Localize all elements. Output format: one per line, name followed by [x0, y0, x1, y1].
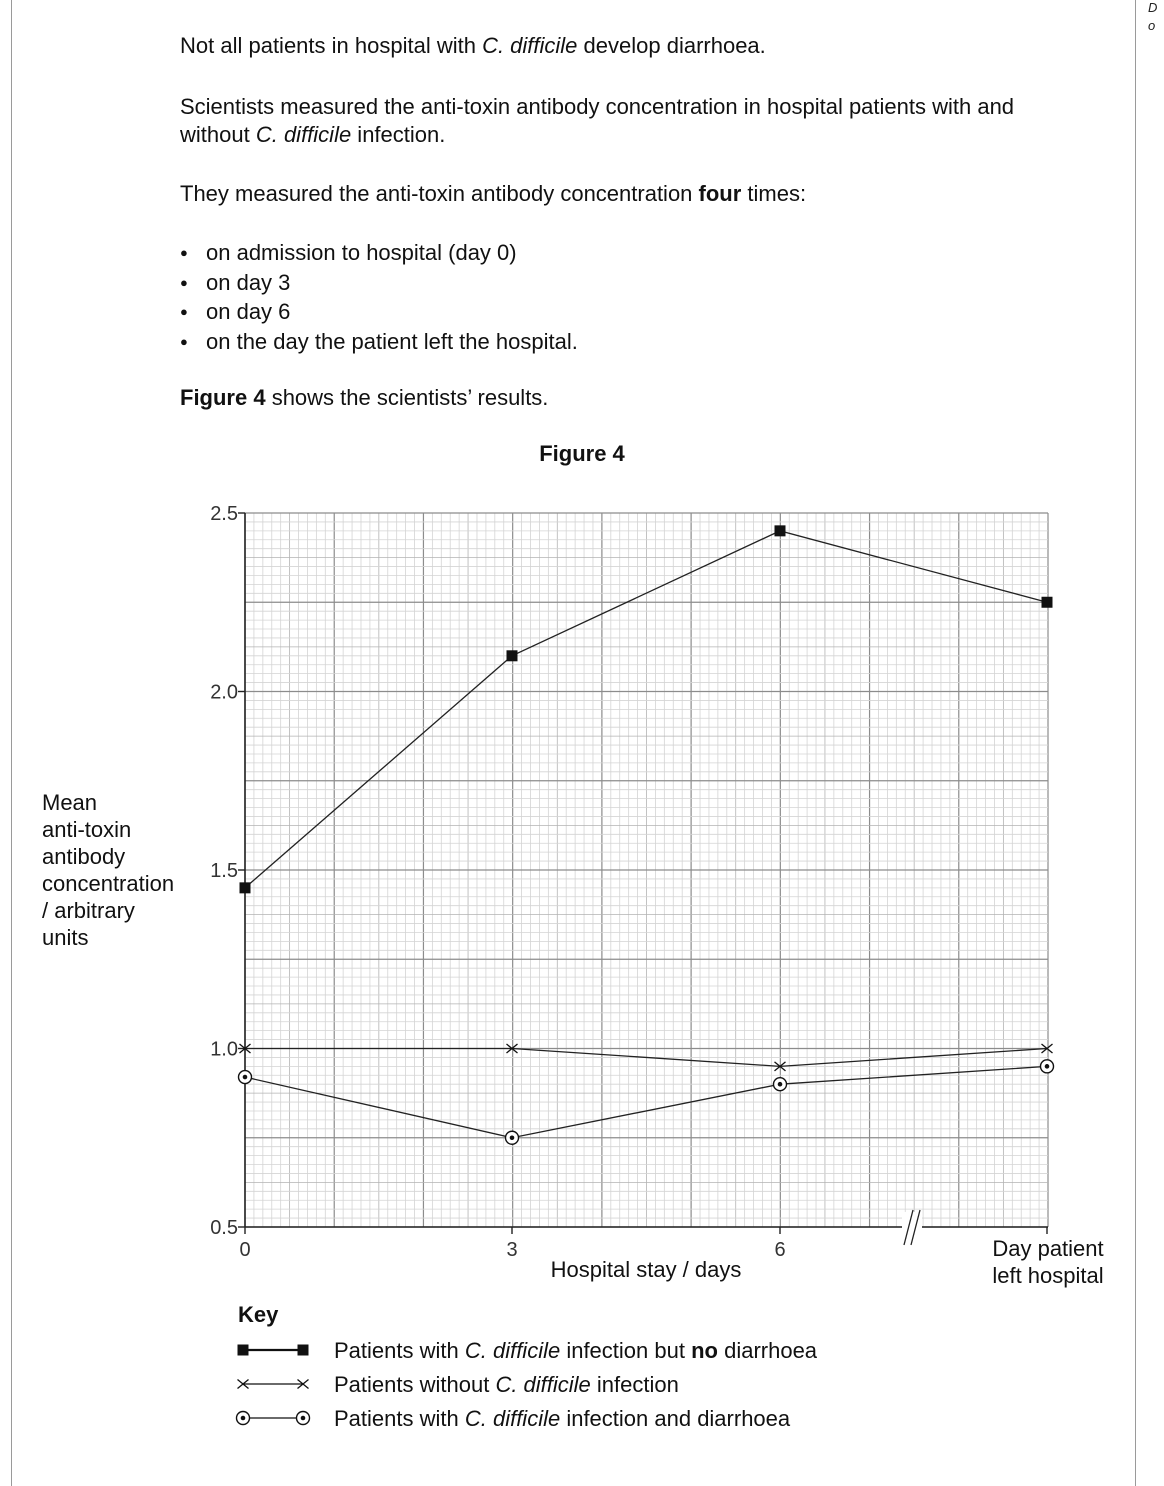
y-tick-label: 1.5 — [210, 860, 238, 882]
p4-rest: shows the scientists’ results. — [265, 385, 549, 410]
y-tick-label: 1.0 — [210, 1038, 238, 1061]
data-point-square — [1042, 597, 1053, 608]
x-tick-label: 0 — [239, 1239, 251, 1261]
corner-letter-bottom: o — [1148, 18, 1156, 33]
y-axis-label — [42, 790, 174, 950]
legend-item — [238, 1338, 818, 1363]
x-tick-label: 6 — [774, 1239, 786, 1261]
data-point-square — [238, 1345, 249, 1356]
legend-label-part: infection and diarrhoea — [560, 1406, 791, 1431]
x-tick-label-line: Day patient — [992, 1236, 1104, 1261]
list-item: ● on admission to hospital (day 0) — [180, 238, 578, 268]
p4-bold: Figure 4 — [180, 385, 266, 410]
chart-axes — [42, 503, 1104, 1288]
p2-text-post: infection. — [351, 122, 446, 147]
chart-grid — [245, 513, 1048, 1227]
p1-text-a: Not all patients in hospital with — [180, 33, 483, 58]
data-point-circle — [237, 1412, 250, 1425]
legend-label-part: Patients with — [334, 1338, 465, 1363]
y-axis-label-line: Mean — [42, 790, 98, 815]
data-point-circle — [506, 1131, 519, 1144]
circle-dot — [778, 1082, 783, 1087]
legend-label-part: diarrhoea — [717, 1338, 818, 1363]
x-tick-label-last — [992, 1236, 1103, 1288]
p2-organism: C. difficile — [255, 122, 352, 147]
y-axis-label-line: concentration — [42, 871, 175, 896]
data-point-square — [507, 650, 518, 661]
legend-label — [334, 1372, 679, 1397]
p3-text-a: They measured the anti-toxin antibody concentration — [180, 181, 699, 206]
x-tick-label-line: left hospital — [992, 1263, 1104, 1288]
legend-label-part: C. difficile — [495, 1372, 591, 1397]
corner-letter-top: D — [1148, 0, 1158, 15]
list-item: ● on the day the patient left the hospital. — [180, 327, 578, 357]
p1-text-b: develop diarrhoea. — [577, 33, 766, 58]
data-point-circle — [1041, 1060, 1054, 1073]
legend-label — [334, 1406, 791, 1431]
circle-dot — [1045, 1064, 1050, 1069]
legend-item — [237, 1406, 791, 1431]
p1-organism: C. difficile — [482, 33, 578, 58]
p3-text-b: times: — [741, 181, 807, 206]
p2-text-pre: without — [180, 122, 256, 147]
list-item: ● on day 3 — [180, 268, 578, 298]
axis-break-icon — [902, 1210, 922, 1245]
y-axis-label-line: anti-toxin — [42, 817, 132, 842]
circle-dot — [241, 1416, 246, 1421]
legend-label — [334, 1338, 818, 1363]
y-tick-label: 0.5 — [210, 1217, 238, 1239]
circle-dot — [301, 1416, 306, 1421]
figure-title: Figure 4 — [539, 441, 625, 466]
data-point-square — [298, 1345, 309, 1356]
x-axis-label: Hospital stay / days — [550, 1257, 742, 1282]
y-axis-label-line: / arbitrary — [42, 898, 135, 923]
circle-dot — [243, 1075, 248, 1080]
legend-title: Key — [238, 1302, 279, 1327]
data-point-square — [240, 882, 251, 893]
axis-break-gap — [902, 1212, 922, 1242]
data-point-square — [775, 525, 786, 536]
data-point-circle — [297, 1412, 310, 1425]
legend-item — [238, 1372, 679, 1397]
x-tick-label: 3 — [506, 1239, 518, 1261]
y-axis-label-line: antibody — [42, 844, 126, 869]
y-axis-label-line: units — [42, 925, 89, 950]
legend-label-part: C. difficile — [464, 1406, 561, 1431]
legend-label-part: infection but — [560, 1338, 692, 1363]
chart-legend — [237, 1302, 818, 1431]
legend-label-part: no — [691, 1338, 718, 1363]
data-point-circle — [774, 1078, 787, 1091]
p2-line-1: Scientists measured the anti-toxin antibody concentration in hospital patients with and — [180, 94, 1015, 119]
legend-label-part: Patients without — [334, 1372, 496, 1397]
list-item: ● on day 6 — [180, 297, 578, 327]
data-point-circle — [239, 1071, 252, 1084]
y-tick-label: 2.0 — [210, 681, 238, 704]
legend-label-part: Patients with — [334, 1406, 465, 1431]
circle-dot — [510, 1135, 515, 1140]
p3-bold: four — [698, 181, 742, 206]
legend-label-part: infection — [590, 1372, 679, 1397]
y-tick-label: 2.5 — [210, 503, 238, 525]
legend-label-part: C. difficile — [464, 1338, 561, 1363]
